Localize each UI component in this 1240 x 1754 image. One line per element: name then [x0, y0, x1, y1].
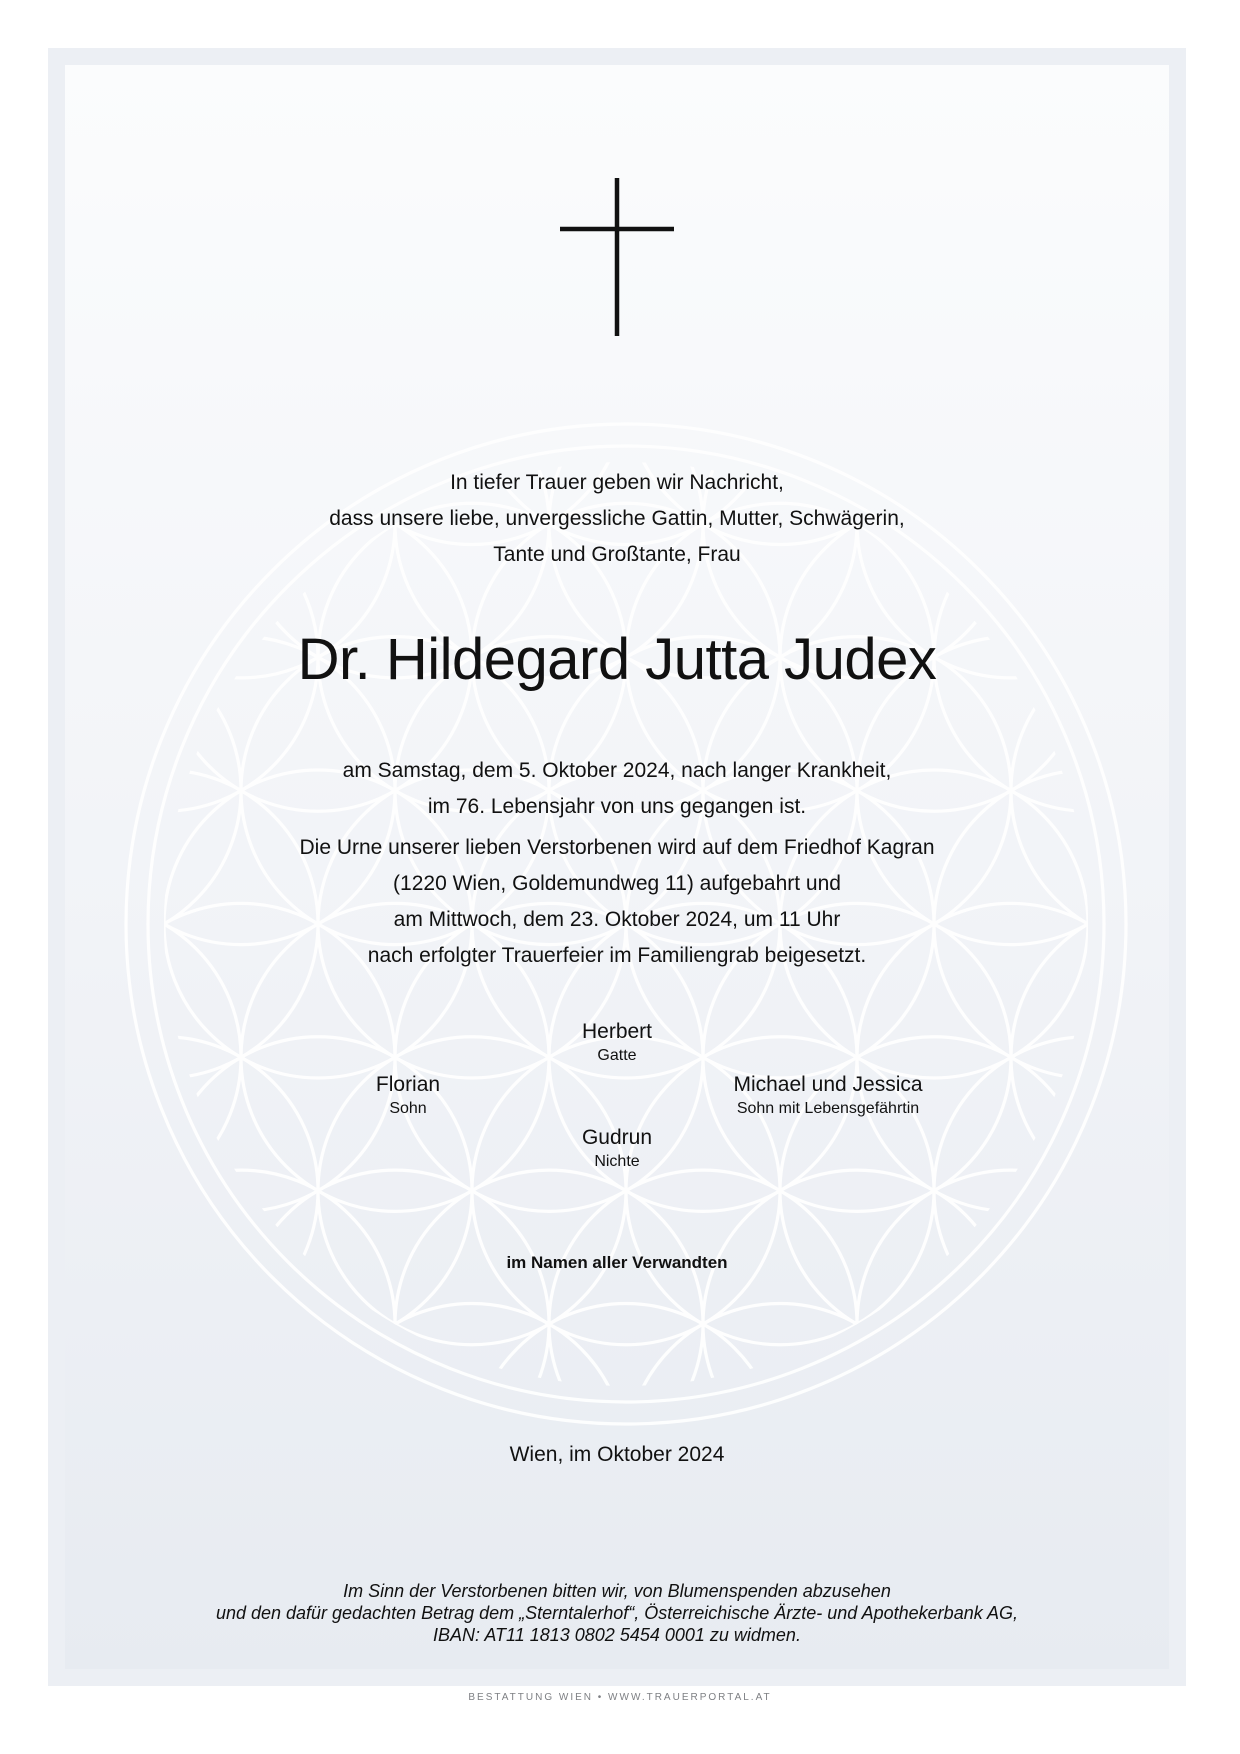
relative-name: Herbert — [581, 1020, 653, 1043]
relative-name: Michael und Jessica — [733, 1073, 923, 1096]
donation-line: und den dafür gedachten Betrag dem „Sterntalerhof“, Österreichische Ärzte- und Apothekerbank AG, — [215, 1603, 1019, 1623]
burial-text — [65, 830, 1169, 974]
relative-son-partner — [678, 1072, 978, 1120]
death-line: am Samstag, dem 5. Oktober 2024, nach langer Krankheit, — [342, 759, 892, 782]
donation-line: Im Sinn der Verstorbenen bitten wir, von Blumenspenden abzusehen — [343, 1581, 891, 1601]
relative-role: Nichte — [594, 1153, 640, 1170]
relative-husband — [467, 1019, 767, 1067]
donation-line: IBAN: AT11 1813 0802 5454 0001 zu widmen. — [433, 1625, 801, 1645]
relative-son — [258, 1072, 558, 1120]
death-line: im 76. Lebensjahr von uns gegangen ist. — [427, 795, 807, 818]
death-notice-card — [65, 65, 1169, 1669]
pattern-circle — [106, 1170, 395, 1444]
burial-line: am Mittwoch, dem 23. Oktober 2024, um 11 Uhr — [393, 908, 841, 931]
place-date: Wien, im Oktober 2024 — [509, 1443, 725, 1466]
pattern-circle — [164, 1303, 472, 1444]
cross-icon — [560, 178, 674, 336]
relative-role: Sohn — [389, 1100, 427, 1117]
pattern-circle — [780, 1303, 1088, 1444]
deceased-name: Dr. Hildegard Jutta Judex — [297, 627, 937, 692]
intro-line: Tante und Großtante, Frau — [493, 543, 741, 566]
relative-role: Gatte — [597, 1047, 637, 1064]
footer-credit: BESTATTUNG WIEN • WWW.TRAUERPORTAL.AT — [468, 1692, 772, 1703]
death-text — [65, 753, 1169, 825]
burial-line: Die Urne unserer lieben Verstorbenen wird auf dem Friedhof Kagran — [299, 836, 935, 859]
burial-line: (1220 Wien, Goldemundweg 11) aufgebahrt und — [393, 872, 841, 895]
burial-line: nach erfolgter Trauerfeier im Familiengrab beigesetzt. — [367, 944, 867, 967]
intro-line: In tiefer Trauer geben wir Nachricht, — [450, 471, 784, 494]
intro-text — [65, 465, 1169, 573]
relative-niece — [467, 1125, 767, 1173]
closing-text: im Namen aller Verwandten — [506, 1253, 728, 1272]
relative-role: Sohn mit Lebensgefährtin — [736, 1100, 920, 1117]
intro-line: dass unsere liebe, unvergessliche Gattin, Mutter, Schwägerin, — [329, 507, 905, 530]
donation-request — [65, 1580, 1169, 1646]
relative-name: Florian — [375, 1073, 441, 1096]
pattern-circle — [857, 1170, 1146, 1444]
relative-name: Gudrun — [581, 1126, 653, 1149]
